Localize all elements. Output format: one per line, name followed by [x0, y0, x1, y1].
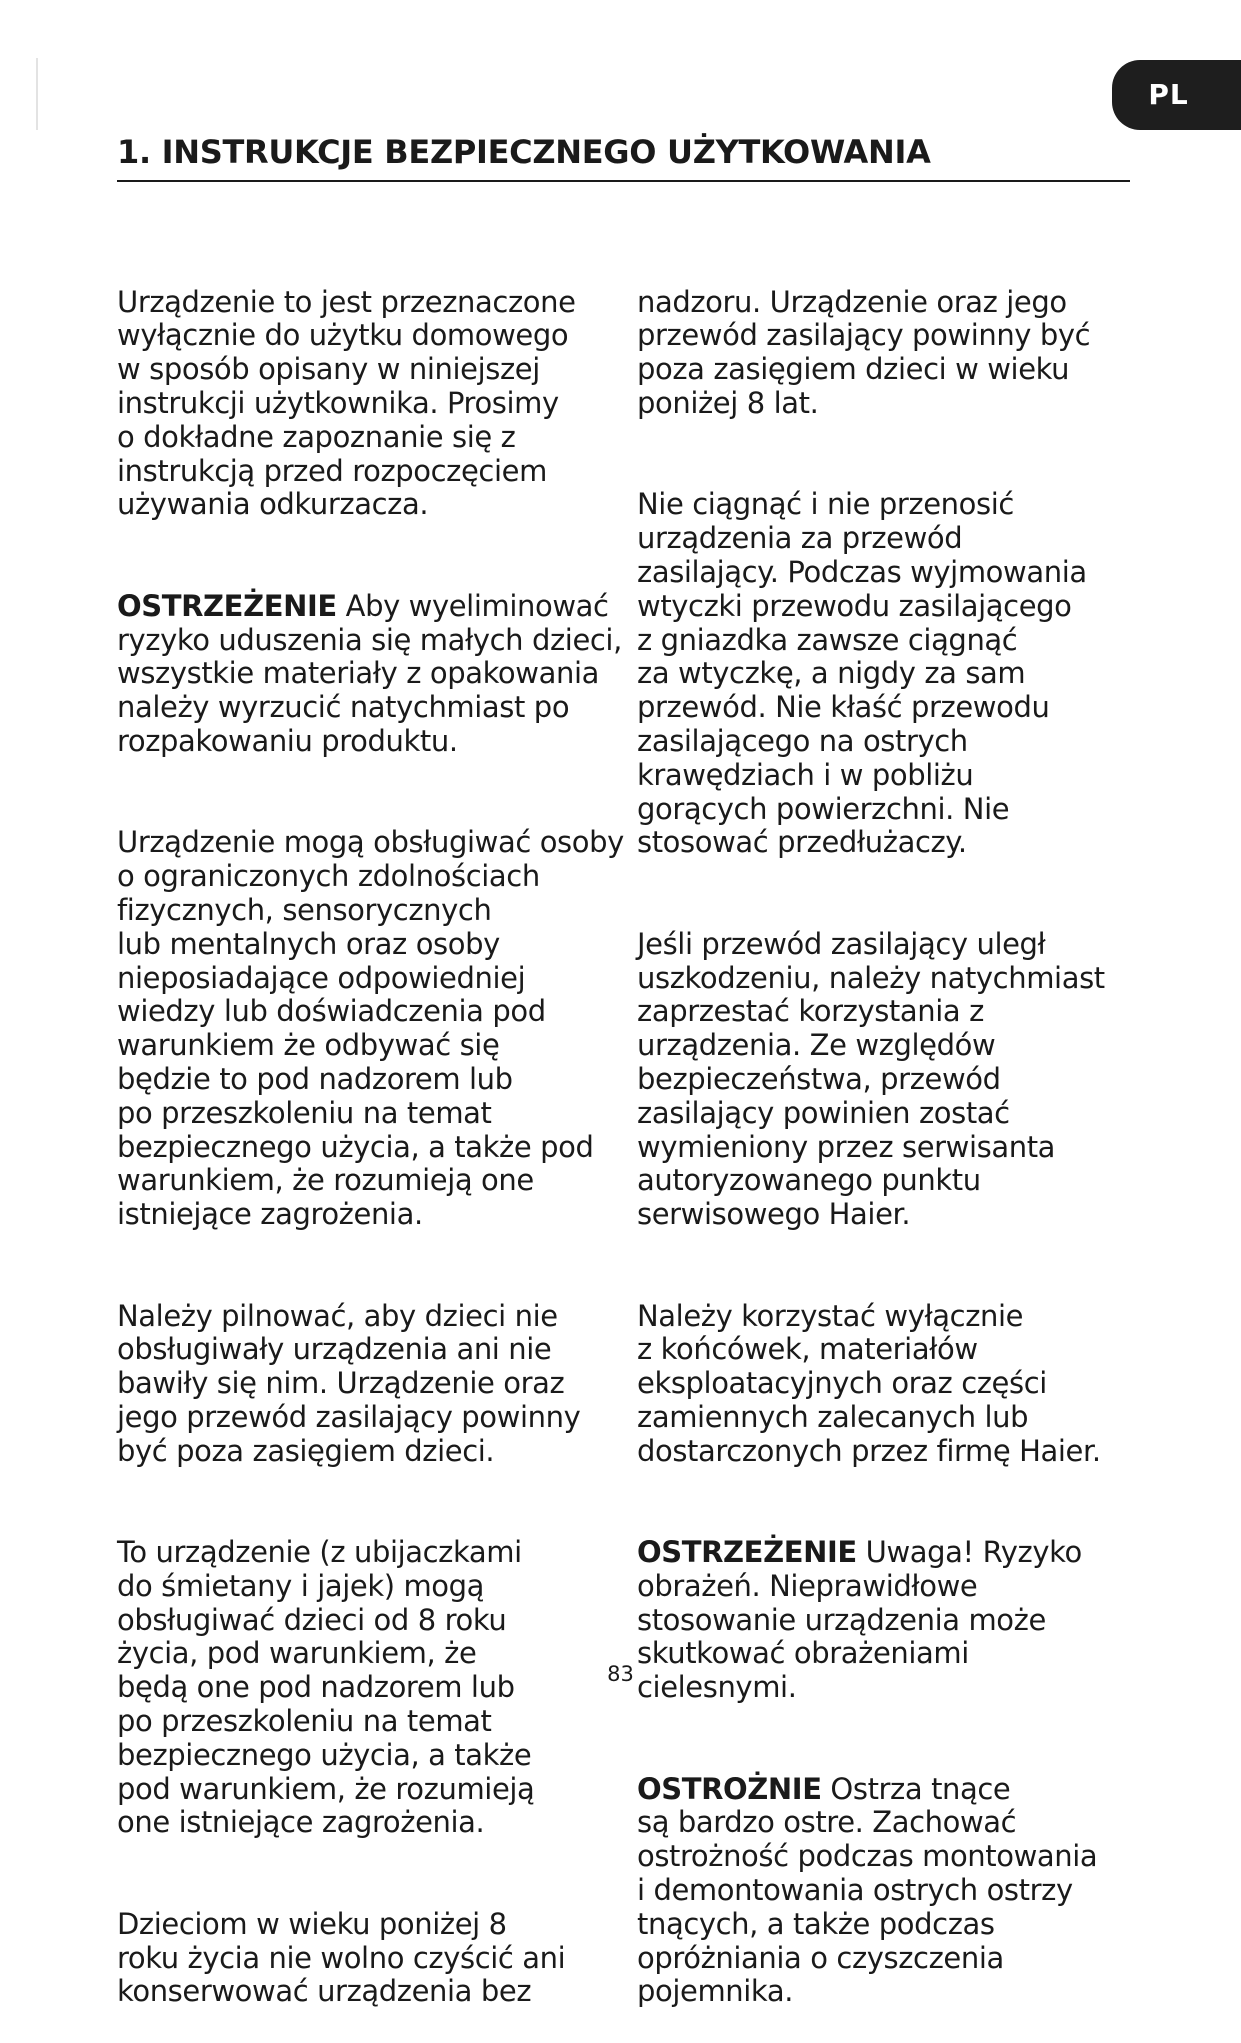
cord-handling-paragraph: Nie ciągnąć i nie przenosić urządzenia za przewód zasilający. Podczas wyjmowania wtyczki przewodu zasilającego z gniazdka zawsze ciągnąć za wtyczkę, a nigdy za sam przewód. Nie kłaść przewodu zasilającego na ostrych krawędziach i w pobliżu gorących powierzchni. Nie stosować przedłużaczy.	[637, 487, 1087, 860]
children-age-paragraph: To urządzenie (z ubijaczkami do śmietany i jajek) mogą obsługiwać dzieci od 8 roku życia, pod warunkiem, że będą one pod nadzorem lub po przeszkoleniu na temat bezpiecznego użycia, a także pod warunkiem, że rozumieją one istniejące zagrożenia.	[117, 1535, 535, 1840]
language-tab: PL	[1112, 60, 1241, 130]
children-cleaning-paragraph: Dzieciom w wieku poniżej 8 roku życia nie wolno czyścić ani konserwować urządzenia bez	[117, 1906, 566, 2009]
limited-abilities-paragraph: Urządzenie mogą obsługiwać osoby o ograniczonych zdolnościach fizycznych, sensorycznych lub mentalnych oraz osoby nieposiadające odpowiedniej wiedzy lub doświadczenia pod warunkiem że odbywać się będzie to pod nadzorem lub po przeszkoleniu na temat bezpiecznego użycia, a także pod warunkiem, że rozumieją one istniejące zagrożenia.	[117, 825, 624, 1232]
warning-label: OSTRZEŻENIE	[637, 1535, 857, 1570]
warning-label: OSTRZEŻENIE	[117, 588, 337, 623]
accessories-paragraph: Należy korzystać wyłącznie z końcówek, materiałów eksploatacyjnych oraz części zamiennych zalecanych lub dostarczonych przez firmę Haier.	[637, 1298, 1101, 1468]
right-column	[637, 218, 1137, 2043]
section-heading: 1. INSTRUKCJE BEZPIECZNEGO UŻYTKOWANIA	[117, 133, 931, 171]
warning-text: Uwaga! Ryzyko obrażeń. Nieprawidłowe stosowanie urządzenia może skutkować obrażeniami cielesnymi.	[637, 1535, 1082, 1705]
margin-line	[36, 58, 38, 130]
caution-label: OSTROŻNIE	[637, 1771, 822, 1806]
caution-paragraph-blades	[637, 1773, 1137, 2010]
left-column	[117, 218, 627, 2043]
damaged-cord-paragraph: Jeśli przewód zasilający uległ uszkodzeniu, należy natychmiast zaprzestać korzystania z urządzenia. Ze względów bezpieczeństwa, przewód zasilający powinien zostać wymieniony przez serwisanta autoryzowanego punktu serwisowego Haier.	[637, 926, 1105, 1232]
caution-text: Ostrza tnące są bardzo ostre. Zachować ostrożność podczas montowania i demontowania ostrych ostrzy tnących, a także podczas opróżniania o czyszczenia pojemnika.	[637, 1771, 1098, 2009]
page-number: 83	[607, 1662, 634, 1686]
warning-paragraph-packaging	[117, 590, 627, 759]
supervision-paragraph: nadzoru. Urządzenie oraz jego przewód zasilający powinny być poza zasięgiem dzieci w wieku poniżej 8 lat.	[637, 284, 1091, 420]
warning-text: Aby wyeliminować ryzyko uduszenia się małych dzieci, wszystkie materiały z opakowania należy wyrzucić natychmiast po rozpakowaniu produktu.	[117, 588, 622, 758]
children-play-paragraph: Należy pilnować, aby dzieci nie obsługiwały urządzenia ani nie bawiły się nim. Urządzenie oraz jego przewód zasilający powinny być poza zasięgiem dzieci.	[117, 1298, 581, 1468]
heading-rule	[117, 180, 1130, 182]
intro-paragraph: Urządzenie to jest przeznaczone wyłącznie do użytku domowego w sposób opisany w niniejszej instrukcji użytkownika. Prosimy o dokładne zapoznanie się z instrukcją przed rozpoczęciem używania odkurzacza.	[117, 284, 576, 522]
